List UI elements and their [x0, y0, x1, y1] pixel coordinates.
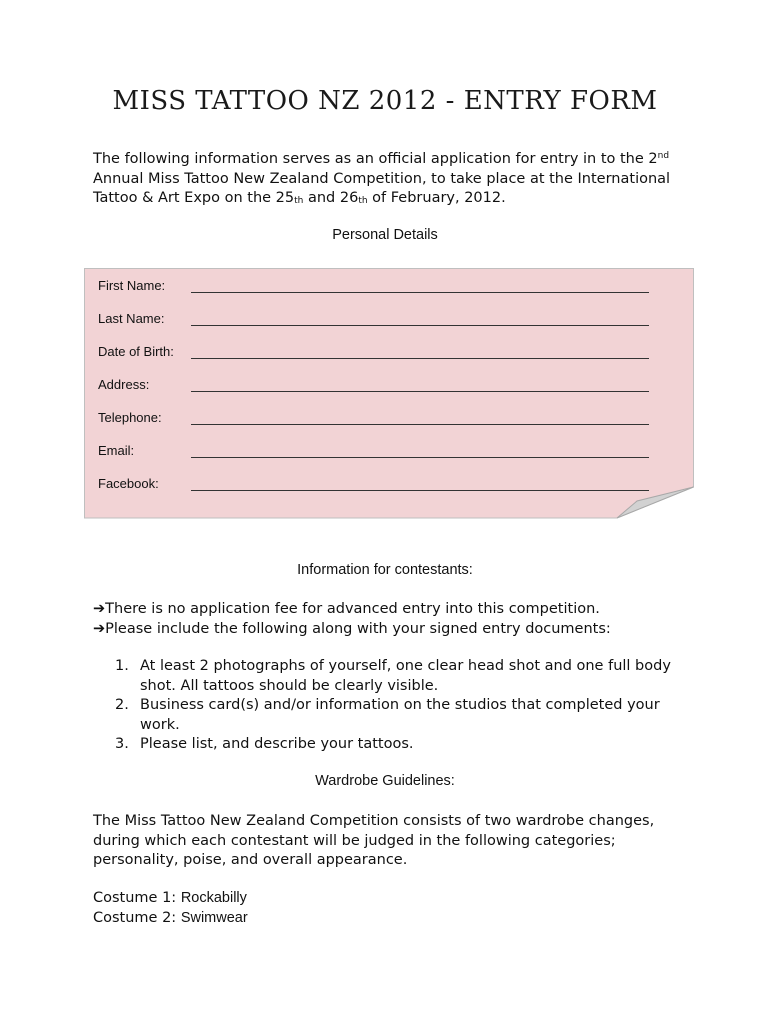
intro-paragraph: [93, 150, 693, 209]
costume-2-label: Costume 2:: [93, 909, 181, 926]
arrow-icon: ➔: [93, 601, 106, 617]
list-item: [93, 600, 713, 620]
item-text: At least 2 photographs of yourself, one clear head shot and one full body shot. All tattoos should be clearly visible.: [140, 658, 671, 694]
costume-2-value: Swimwear: [180, 909, 248, 926]
required-documents-list: [115, 657, 675, 755]
first-name-row: [98, 278, 658, 296]
telephone-label: Telephone:: [98, 410, 162, 425]
telephone-field[interactable]: [191, 424, 649, 425]
telephone-row: [98, 410, 658, 428]
wardrobe-paragraph: The Miss Tattoo New Zealand Competition consists of two wardrobe changes, during which each contestant will be judged in the following categories; personality, poise, and overall appearance.: [93, 813, 655, 868]
item-number: 2.: [115, 697, 129, 713]
contestant-info-bullets: [93, 600, 713, 639]
facebook-label: Facebook:: [98, 476, 159, 491]
costume-list: [93, 889, 493, 928]
date-of-birth-row: [98, 344, 658, 362]
email-label: Email:: [98, 443, 135, 458]
email-row: [98, 443, 658, 461]
list-item: [93, 620, 713, 640]
last-name-row: [98, 311, 658, 329]
date-of-birth-field[interactable]: [191, 358, 649, 359]
last-name-field[interactable]: [191, 325, 649, 326]
date-of-birth-label: Date of Birth:: [98, 344, 174, 359]
list-item: [115, 657, 675, 696]
address-field[interactable]: [191, 391, 649, 392]
intro-text-2: Annual Miss Tattoo New Zealand Competition, to take place at the International Tattoo & Art Expo on the: [93, 170, 671, 206]
email-field[interactable]: [191, 457, 649, 458]
last-name-label: Last Name:: [98, 311, 165, 326]
facebook-row: [98, 476, 658, 494]
intro-day-1-suffix: th: [294, 196, 304, 206]
intro-day-2: 26: [339, 190, 359, 206]
list-item: [115, 696, 675, 735]
first-name-label: First Name:: [98, 278, 166, 293]
intro-day-1: 25: [275, 190, 295, 206]
item-text: Business card(s) and/or information on the studios that completed your work.: [140, 697, 660, 733]
intro-and: and: [303, 190, 340, 206]
arrow-icon: ➔: [93, 620, 106, 637]
intro-ordinal: 2: [648, 151, 658, 167]
form-title: MISS TATTOO NZ 2012 - ENTRY FORM: [112, 86, 658, 116]
first-name-field[interactable]: [191, 292, 649, 293]
intro-text-1: The following information serves as an official application for entry in to the: [93, 151, 649, 167]
bullet-text: There is no application fee for advanced entry into this competition.: [105, 601, 600, 617]
list-item: [115, 735, 675, 755]
personal-details-form: [84, 268, 694, 518]
costume-2: [93, 909, 493, 929]
wardrobe-heading: Wardrobe Guidelines:: [315, 773, 455, 789]
address-label: Address:: [98, 377, 150, 392]
item-number: 1.: [115, 658, 129, 674]
address-row: [98, 377, 658, 395]
intro-text-3: of February, 2012.: [367, 190, 506, 206]
item-number: 3.: [115, 736, 129, 752]
costume-1-label: Costume 1:: [93, 890, 181, 906]
intro-ordinal-suffix: nd: [657, 151, 670, 161]
costume-1-value: Rockabilly: [180, 890, 247, 906]
facebook-field[interactable]: [191, 490, 649, 491]
personal-details-heading: Personal Details: [332, 227, 438, 243]
contestant-info-heading: Information for contestants:: [297, 562, 473, 578]
intro-day-2-suffix: th: [358, 196, 368, 206]
item-text: Please list, and describe your tattoos.: [140, 736, 414, 752]
costume-1: [93, 889, 493, 909]
bullet-text: Please include the following along with your signed entry documents:: [105, 620, 611, 637]
